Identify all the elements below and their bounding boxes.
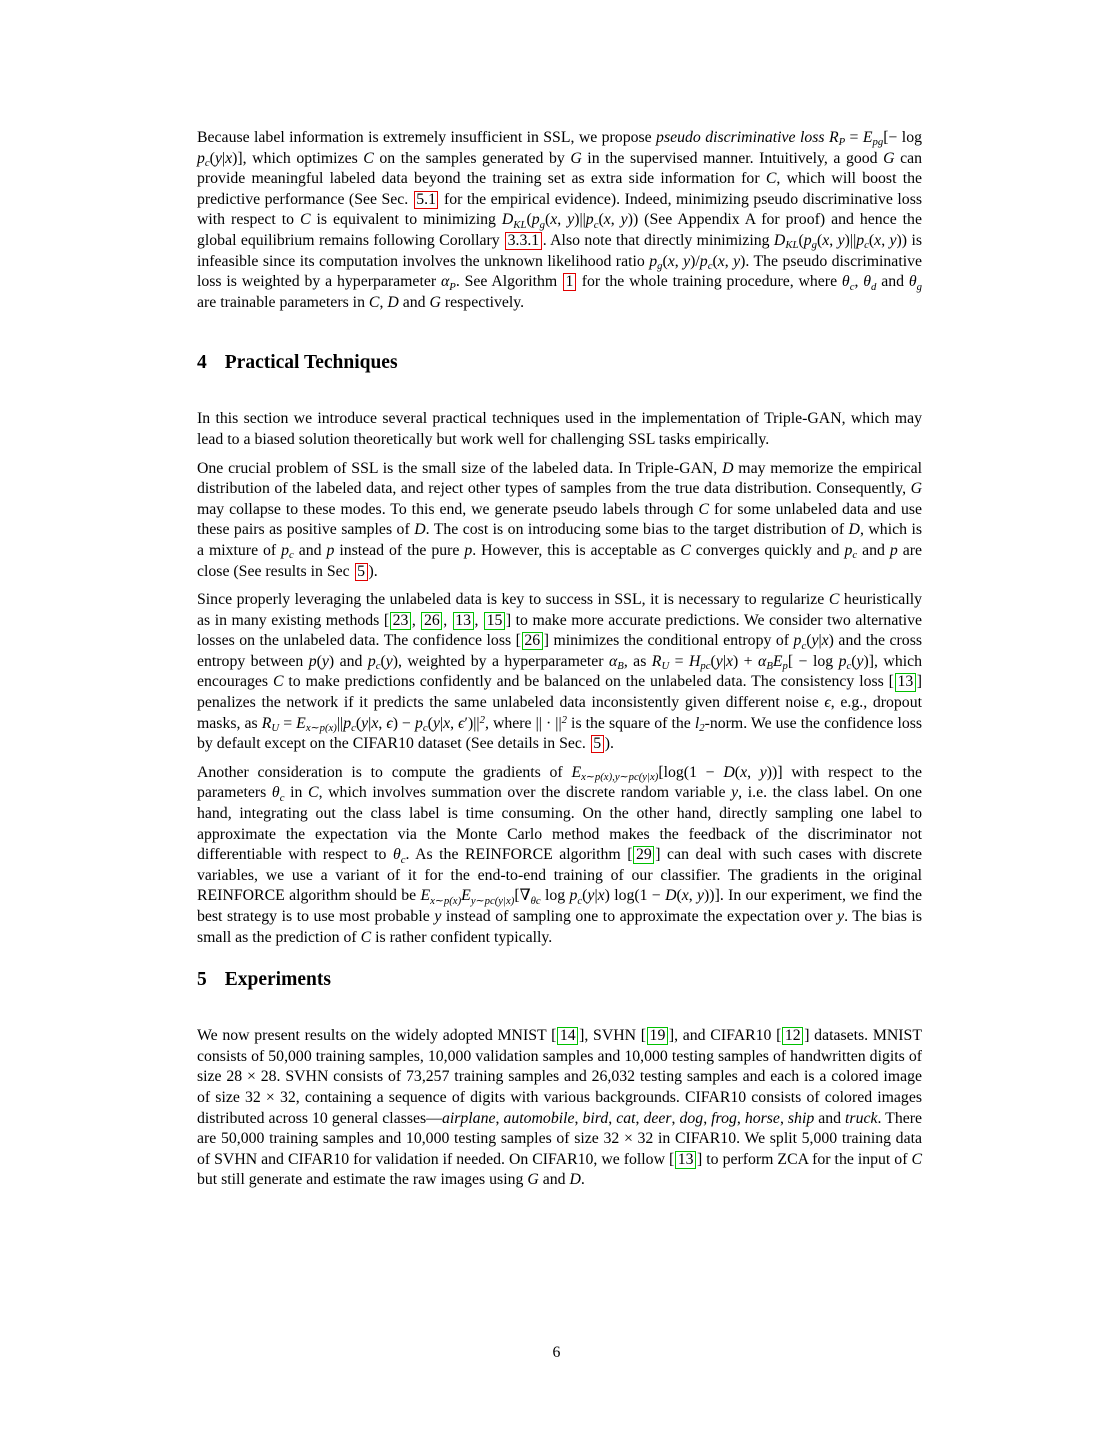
italic-text: E [571, 763, 582, 781]
italic-text: y [361, 714, 369, 732]
citation-link[interactable]: 26 [522, 632, 543, 650]
subscript: KL [785, 239, 799, 252]
subscript: p [782, 660, 788, 673]
italic-text: y [385, 652, 393, 670]
italic-text: p [197, 149, 205, 167]
italic-text: ϵ [386, 714, 393, 732]
italic-text: p [531, 211, 540, 229]
citation-link[interactable]: 29 [633, 846, 654, 864]
italic-text: C [680, 541, 691, 559]
italic-text: y [434, 908, 442, 925]
italic-text: G [527, 1171, 539, 1189]
para-gradients-reinforce: Another consideration is to compute the gradients of $E_{x\sim p(x),y\sim pc(y|x)}[\log(1 - D(x$, y))] with respect to the parameters $\theta_c$ in C, which involves summation over the discrete random variable y, i.e. the class label. On one hand, integrating out the class label is time consuming. On the other hand, directly sampling one label to approximate the expectation via the Monte Carlo method makes the feedback of the discriminator not differentiable with respect to $\theta_c$. As the REINFORCE algorithm [ 29 ] can deal with such cases with discrete variables, we use a variant of it for the end-to-end training of our classifier. The gradients in the original REINFORCE algorithm should be $E_{x\sim p(x)}E_{y\sim pc(y|x)}[\nabla_{\theta c}$ $\log p_c(y|x) \log(1 - D(x$, y))]. In our experiment, we find the best strategy is to use most probable y instead of sampling one to approximate the expectation over y. The bias is small as the prediction of C is rather confident typically. [197, 763, 922, 946]
italic-text: G [570, 149, 582, 167]
citation-link[interactable]: 12 [782, 1027, 803, 1045]
italic-text: α [440, 273, 450, 291]
subscript: c [351, 722, 356, 735]
subscript: g [657, 260, 663, 272]
italic-text: G [910, 480, 922, 498]
italic-text: horse [744, 1109, 780, 1127]
subscript: KL [513, 218, 527, 231]
italic-text: y [620, 211, 628, 229]
italic-text: D [501, 211, 514, 229]
subscript: c [593, 218, 599, 231]
italic-text: D [387, 293, 399, 311]
italic-text: x [371, 714, 379, 732]
italic-text: p [856, 231, 865, 249]
italic-text: x [681, 887, 689, 905]
italic-text: p [585, 211, 594, 229]
italic-text: l [694, 714, 700, 732]
italic-text: p [367, 652, 376, 670]
italic-text: y [432, 714, 440, 732]
italic-text: C [911, 1150, 922, 1168]
subscript: c [801, 639, 807, 652]
italic-text: p [649, 252, 658, 270]
italic-text: D [414, 521, 426, 539]
citation-link[interactable]: 15 [484, 612, 505, 630]
italic-text: x [874, 231, 882, 249]
italic-text: y [321, 652, 329, 670]
italic-text: D [773, 231, 786, 249]
italic-text: deer [643, 1109, 672, 1127]
italic-text: cat [616, 1109, 636, 1127]
section-number: 4 [197, 352, 207, 374]
citation-link[interactable]: 13 [675, 1151, 696, 1169]
italic-text: G [883, 149, 895, 167]
italic-text: y [214, 149, 222, 167]
section-ref-link[interactable]: 5 [355, 563, 368, 581]
italic-text: E [296, 714, 306, 732]
section-ref-link[interactable]: 1 [563, 273, 576, 291]
italic-text: p [889, 541, 898, 559]
italic-text: x [717, 252, 725, 270]
italic-text: x [550, 211, 558, 229]
italic-text: R [261, 714, 272, 732]
italic-text: p [793, 632, 802, 650]
italic-text: x [725, 652, 733, 670]
italic-text: p [308, 652, 317, 670]
para-datasets: We now present results on the widely adopted MNIST [ 14 ], SVHN [ 19 ], and CIFAR10 [ 12 ] datasets. MNIST consists of 50,000 training samples, 10,000 validation samples and 10,000 testing samples of handwritten digits of size 28 × 28. SVHN consists of 73,257 training samples and 26,032 testing samples and each is a colored image of size 32 × 32, containing a sequence of digits with various backgrounds. CIFAR10 consists of colored images distributed across 10 general classes—airplane, automobile, bird, cat, deer, dog, frog, horse, ship and truck. There are 50,000 training samples and 10,000 testing samples of size 32 × 32 in CIFAR10. We split 5,000 training data of SVHN and CIFAR10 for validation if needed. On CIFAR10, we follow [ 13 ] to perform ZCA for the input of C but still generate and estimate the raw images using G and D. [197, 1027, 923, 1189]
subscript: x∼p(x),y∼pc(y|x) [581, 771, 659, 784]
para-unlabeled-losses: Since properly leveraging the unlabeled data is key to success in SSL, it is necessary to regularize C heuristically as in many existing methods [ 23 , 26 , 13 , 15 ] to make more accurate predictions. We consider two alternative losses on the unlabeled data. The confidence loss [ 26 ] minimizes the conditional entropy of $p_c(y|x)$ and the cross entropy between p(y) and $p_c(y)$, weighted by a hyperparameter $\alpha_B$, as $R_U = H_{pc}(y|x) + \alpha_BE_p[ - \log p_c(y)]$, which encourages C to make predictions confidently and be balanced on the unlabeled data. The consistency loss [ 13 ] penalizes the network if it predicts the same unlabeled data inconsistently given different noise ϵ, e.g., dropout masks, as $R_U = E_{x\sim p(x)}||p_c(y|x$, $\epsilon) - p_c(y|x$, $\epsilon')||^2$, where || · $||^2$ is the square of the $l_2$-norm. We use the confidence loss by default except on the CIFAR10 dataset (See details in Sec. 5 ). [197, 591, 923, 753]
citation-link[interactable]: 23 [390, 612, 411, 630]
section-ref-link[interactable]: 5 [591, 735, 604, 753]
italic-text: G [429, 293, 441, 311]
italic-text: pseudo discriminative loss [656, 129, 825, 146]
italic-text: p [803, 231, 812, 249]
italic-text: y [697, 887, 705, 905]
italic-text: R [828, 129, 839, 146]
italic-text: D [723, 763, 735, 781]
subscript: c [375, 660, 381, 673]
italic-text: p [569, 887, 578, 905]
italic-text: C [828, 591, 840, 609]
subscript: g [916, 280, 923, 293]
subscript: c [422, 722, 428, 735]
subscript: c [400, 853, 406, 866]
section-ref-link[interactable]: 3.3.1 [505, 232, 542, 250]
italic-text: y [759, 763, 767, 781]
italic-text: R [651, 652, 662, 670]
italic-text: y [856, 652, 864, 670]
italic-text: C [300, 211, 311, 229]
italic-text: x [597, 887, 605, 905]
section-title: Experiments [224, 969, 331, 991]
italic-text: C [698, 500, 710, 518]
subscript: c [204, 157, 210, 170]
italic-text: E [420, 887, 431, 905]
subscript: B [617, 660, 624, 673]
italic-text: y [731, 784, 739, 802]
italic-text: H [688, 652, 701, 670]
subscript: x∼p(x) [305, 722, 337, 735]
italic-text: p [415, 714, 423, 732]
italic-text: C [308, 784, 319, 802]
italic-text: C [765, 170, 777, 188]
subscript: g [539, 218, 545, 231]
italic-text: x [667, 252, 675, 270]
italic-text: p [343, 714, 352, 732]
subscript: P [449, 280, 456, 293]
citation-link[interactable]: 14 [557, 1027, 578, 1045]
italic-text: p [281, 541, 290, 559]
subscript: P [838, 136, 846, 149]
subscript: d [871, 280, 877, 293]
italic-text: p [464, 541, 473, 559]
italic-text: D [848, 521, 860, 539]
italic-text: D [569, 1171, 581, 1189]
italic-text: ϵ [458, 714, 465, 732]
page-number: 6 [552, 1344, 561, 1361]
subscript: c [707, 260, 713, 272]
subscript: B [766, 660, 773, 673]
subscript: c [846, 660, 852, 673]
italic-text: airplane [441, 1109, 496, 1127]
italic-text: y [587, 887, 595, 905]
citation-link[interactable]: 13 [453, 612, 474, 630]
italic-text: D [722, 459, 734, 477]
italic-text: frog [711, 1109, 737, 1127]
italic-text: α [608, 652, 618, 670]
page-footer [0, 1344, 1113, 1362]
italic-text: α [758, 652, 767, 670]
para-section4-intro: In this section we introduce several practical techniques used in the implementation of Triple-GAN, which may lead to a biased solution theoretically but work well for challenging SSL tasks empirically. [197, 410, 922, 448]
subscript: pc [700, 660, 711, 673]
italic-text: x [225, 149, 233, 167]
italic-text: x [822, 231, 830, 249]
italic-text: p [699, 252, 708, 270]
subscript: c [864, 239, 869, 252]
citation-link[interactable]: 13 [895, 673, 916, 691]
subscript: c [577, 894, 583, 907]
italic-text: C [272, 673, 284, 691]
superscript: 2 [479, 713, 485, 726]
italic-text: p [844, 541, 853, 559]
italic-text: x [603, 211, 611, 229]
section-heading-5 [197, 968, 922, 992]
italic-text: ϵ [824, 694, 831, 712]
superscript: 2 [561, 713, 567, 726]
section-heading-4 [197, 351, 922, 375]
section-ref-link[interactable]: 5.1 [414, 191, 439, 209]
italic-text: C [360, 928, 372, 946]
italic-text: p [326, 541, 335, 559]
italic-text: x [443, 714, 451, 732]
italic-text: x [740, 763, 748, 781]
citation-link[interactable]: 19 [647, 1027, 668, 1045]
italic-text: θ [392, 846, 401, 864]
section-number: 5 [197, 969, 207, 991]
italic-text: y [837, 908, 845, 925]
italic-text: E [862, 129, 873, 146]
italic-text: dog [679, 1109, 704, 1127]
subscript: c [852, 549, 858, 562]
italic-text: E [772, 652, 783, 670]
italic-text: y [889, 231, 897, 249]
subscript: c [279, 791, 285, 804]
subscript: θc [530, 894, 541, 907]
subscript: U [661, 660, 670, 673]
para-labeled-data-size: One crucial problem of SSL is the small size of the labeled data. In Triple-GAN, D may memorize the empirical distribution of the labeled data, and reject other types of samples from the true data distribution. Consequently, G may collapse to these modes. To this end, we generate pseudo labels through C for some unlabeled data and use these pairs as positive samples of D. The cost is on introducing some bias to the target distribution of D, which is a mixture of $p_c$ and p instead of the pure p. However, this is acceptable as C converges quickly and $p_c$ and p are close (See results in Sec 5 ). [197, 459, 923, 580]
italic-text: p [838, 652, 847, 670]
italic-text: y [811, 632, 819, 650]
italic-text: C [368, 293, 380, 311]
italic-text: y [733, 252, 741, 270]
italic-text: automobile [503, 1109, 575, 1127]
italic-text: C [363, 149, 374, 167]
subscript: pg [872, 136, 884, 149]
citation-link[interactable]: 26 [421, 612, 442, 630]
italic-text: ship [787, 1109, 815, 1127]
italic-text: y [715, 652, 723, 670]
italic-text: x [821, 632, 829, 650]
subscript: c [289, 549, 294, 562]
italic-text: θ [271, 784, 280, 802]
italic-text: y [837, 231, 845, 249]
italic-text: truck [845, 1109, 878, 1127]
italic-text: D [665, 887, 677, 905]
subscript: U [271, 722, 280, 735]
italic-text: y [683, 252, 691, 270]
italic-text: bird [582, 1109, 609, 1127]
para-pseudo-discriminative-loss: Because label information is extremely insufficient in SSL, we propose pseudo discriminative loss $R_P = E_{pg}[- \log p_c(y|x)]$, which optimizes C on the samples generated by G in the supervised manner. Intuitively, a good G can provide meaningful labeled data beyond the training set as extra side information for C, which will boost the predictive performance (See Sec. 5.1 for the empirical evidence). Indeed, minimizing pseudo discriminative loss with respect to C is equivalent to minimizing $D_{KL}(p_g(x$, $y)||p_c(x$, y)) (See Appendix A for proof) and hence the global equilibrium remains following Corollary 3.3.1 . Also note that directly minimizing $D_{KL}(p_g(x$, $y)||p_c(x$, y)) is infeasible since its computation involves the unknown likelihood ratio $p_g(x$, $y)/p_c(x$, y). The pseudo discriminative loss is weighted by a hyperparameter $\alpha_P$. See Algorithm 1 for the whole training procedure, where $\theta_c$, $\theta_d$ and $\theta_g$ are trainable parameters in C, D and G respectively. [197, 129, 923, 311]
italic-text: θ [908, 273, 917, 291]
italic-text: θ [841, 273, 850, 291]
italic-text: y [567, 211, 575, 229]
subscript: c [849, 280, 855, 293]
subscript: g [811, 239, 817, 252]
section-title: Practical Techniques [224, 352, 398, 374]
italic-text: E [461, 887, 471, 905]
subscript: x∼p(x) [430, 894, 462, 907]
subscript: y∼pc(y|x) [470, 894, 515, 907]
italic-text: θ [863, 273, 872, 291]
subscript: 2 [699, 722, 705, 735]
